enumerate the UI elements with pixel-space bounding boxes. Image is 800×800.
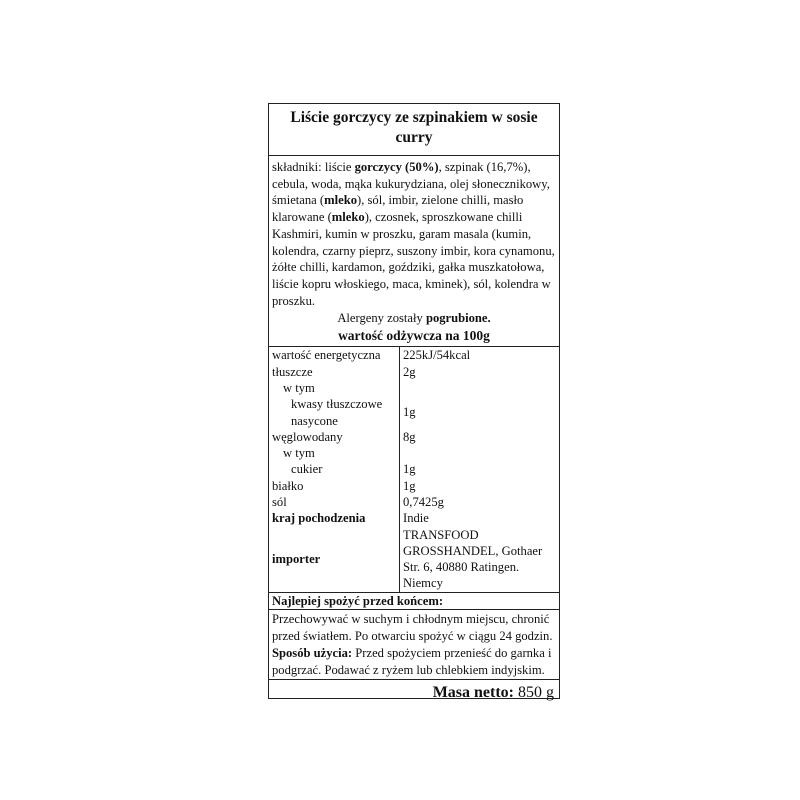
fat-of-which-label: w tym bbox=[269, 380, 400, 396]
energy-label: wartość energetyczna bbox=[269, 347, 400, 363]
storage-instructions: Przechowywać w suchym i chłodnym miejscu, chronić przed światłem. Po otwarciu spożyć w ciągu 24 godzin. bbox=[272, 612, 553, 644]
allergen-note bbox=[269, 310, 559, 327]
table-row bbox=[269, 461, 559, 477]
product-title: Liście gorczycy ze szpinakiem w sosie curry bbox=[269, 104, 559, 156]
protein-label: białko bbox=[269, 478, 400, 494]
usage-instructions bbox=[269, 645, 559, 680]
allergen-note-bold: pogrubione. bbox=[425, 311, 491, 326]
net-weight bbox=[269, 680, 559, 704]
table-row bbox=[269, 396, 559, 429]
protein-value: 1g bbox=[403, 478, 416, 493]
table-row bbox=[269, 445, 559, 461]
allergen-milk: mleko bbox=[324, 193, 357, 208]
nutrition-heading: wartość odżywcza na 100g bbox=[269, 327, 559, 347]
carbs-value: 8g bbox=[403, 429, 416, 444]
usage-text: Przed spożyciem przenieść do garnka i podgrzać. Podawać z ryżem lub chlebkiem indyjskim. bbox=[272, 645, 552, 677]
best-before: Najlepiej spożyć przed końcem: bbox=[269, 592, 559, 611]
product-label bbox=[268, 103, 560, 702]
usage-label: Sposób użycia: bbox=[272, 645, 353, 660]
fat-label: tłuszcze bbox=[269, 364, 400, 380]
table-row bbox=[269, 527, 559, 592]
ingredients-text bbox=[269, 156, 559, 309]
ingredients-part: , szpinak (16,7%), cebula, woda, mąka kukurydziana, olej słonecznikowy, śmietana ( bbox=[272, 160, 550, 208]
importer-value: TRANSFOOD GROSSHANDEL, Gothaer Str. 6, 40880 Ratingen. Niemcy bbox=[403, 527, 543, 591]
table-row bbox=[269, 380, 559, 396]
carbs-label: węglowodany bbox=[269, 429, 400, 445]
saturates-label: kwasy tłuszczowe nasycone bbox=[269, 396, 400, 429]
nutrition-table bbox=[269, 347, 559, 591]
table-row bbox=[269, 510, 559, 526]
origin-value: Indie bbox=[403, 511, 429, 526]
table-row bbox=[269, 347, 559, 363]
allergen-note-text: Alergeny zostały bbox=[337, 311, 426, 326]
saturates-value: 1g bbox=[403, 405, 416, 420]
sugar-label: cukier bbox=[269, 461, 400, 477]
table-row bbox=[269, 478, 559, 494]
net-weight-label: Masa netto: bbox=[432, 684, 514, 702]
table-row bbox=[269, 494, 559, 510]
sugar-value: 1g bbox=[403, 462, 416, 477]
ingredients-label: składniki: bbox=[272, 160, 322, 174]
allergen-milk: mleko bbox=[331, 210, 365, 225]
net-weight-value: 850 g bbox=[514, 684, 554, 702]
energy-value: 225kJ/54kcal bbox=[403, 348, 471, 363]
table-row bbox=[269, 429, 559, 445]
ingredients-part: ), sól, imbir, zielone chilli, masło klarowane ( bbox=[272, 193, 524, 225]
fat-value: 2g bbox=[403, 364, 416, 379]
table-row bbox=[269, 364, 559, 380]
importer-label: importer bbox=[269, 527, 400, 592]
salt-value: 0,7425g bbox=[403, 495, 444, 509]
allergen-mustard: gorczycy (50%) bbox=[354, 160, 439, 174]
carbs-of-which-label: w tym bbox=[269, 445, 400, 461]
ingredients-part: liście bbox=[321, 160, 355, 174]
salt-label: sól bbox=[269, 494, 400, 510]
origin-label: kraj pochodzenia bbox=[269, 510, 400, 526]
ingredients-part: ), czosnek, sproszkowane chilli Kashmiri, kumin w proszku, garam masala (kumin, kolendra, czarny pieprz, suszony imbir, kora cynamonu, żółte chilli, kardamon, goździki, gałka muszkatołowa, liście kopru włoskiego, maca, kminek), sól, kolendra w proszku. bbox=[272, 210, 555, 308]
